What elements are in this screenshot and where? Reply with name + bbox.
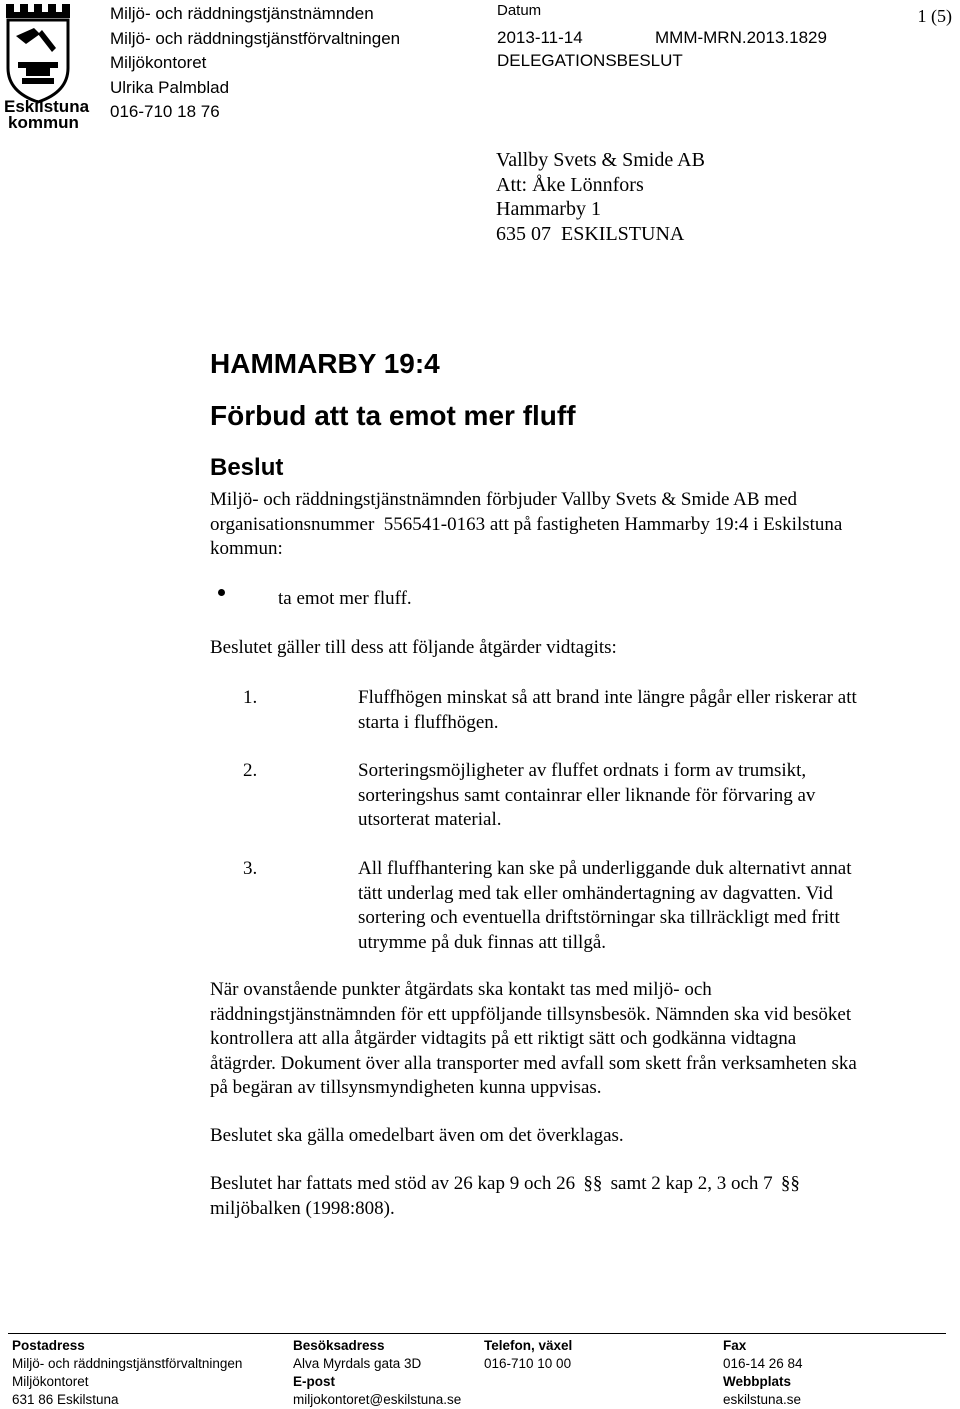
text-line: utsorterat material. <box>358 809 502 830</box>
footer-value: Miljö- och räddningstjänstförvaltningen <box>12 1356 243 1371</box>
measure-text <box>358 857 918 955</box>
text-line: på begäran av tillsynsmyndigheten kunna uppvisas. <box>210 1077 602 1098</box>
recipient-line: Vallby Svets & Smide AB <box>496 149 705 171</box>
sender-line: Ulrika Palmblad <box>110 77 230 97</box>
recipient-line: Hammarby 1 <box>496 198 601 220</box>
legal-text: Beslutet har fattats med stöd av 26 kap 9 och 26 <box>210 1173 576 1194</box>
footer-value: 016-14 26 84 <box>723 1356 803 1371</box>
intro-paragraph <box>210 488 910 562</box>
footer-label: Besöksadress <box>293 1338 385 1353</box>
footer-label: Postadress <box>12 1338 85 1353</box>
sender-line: Miljökontoret <box>110 53 207 73</box>
legal-text: samt 2 kap 2, 3 och 7 <box>610 1173 773 1194</box>
footer-visit <box>293 1337 461 1409</box>
datum-label: Datum <box>497 2 542 19</box>
logo-text-kommun: kommun <box>8 113 79 132</box>
validity-line: Beslutet gäller till dess att följande åtgärder vidtagits: <box>210 637 617 658</box>
footer-value: 631 86 Eskilstuna <box>12 1392 119 1407</box>
text-line: All fluffhantering kan ske på underliggande duk alternativt annat <box>358 858 852 879</box>
footer-label: E-post <box>293 1374 335 1389</box>
footer-email[interactable]: miljokontoret@eskilstuna.se <box>293 1392 462 1407</box>
followup-paragraph <box>210 978 950 1101</box>
footer-label: Telefon, växel <box>484 1338 573 1353</box>
footer-divider <box>8 1333 946 1334</box>
footer-value: Miljökontoret <box>12 1374 89 1389</box>
recipient-line: Att: Åke Lönnfors <box>496 173 644 196</box>
text-line: sorteringshus samt containrar eller liknande för förvaring av <box>358 784 816 806</box>
sender-line: Miljö- och räddningstjänstförvaltningen <box>110 28 401 48</box>
text-line: sortering och eventuella driftstörningar ska tillräckligt med fritt <box>358 907 840 928</box>
text-line: åtägrder. Dokument över alla transporter med avfall som skett från verksamheten ska <box>210 1052 857 1074</box>
recipient-line: 635 07 ESKILSTUNA <box>496 222 685 245</box>
footer-label: Fax <box>723 1338 747 1353</box>
text-line: kommun: <box>210 538 283 559</box>
footer-fax-web <box>723 1337 803 1409</box>
measure-number: 2. <box>243 760 258 781</box>
text-line: organisationsnummer 556541-0163 att på fastigheten Hammarby 19:4 i Eskilstuna <box>210 513 843 535</box>
section-symbol: §§ <box>583 1173 603 1194</box>
document-type: DELEGATIONSBESLUT <box>497 51 683 70</box>
section-symbol: §§ <box>780 1173 800 1194</box>
text-line: starta i fluffhögen. <box>358 711 499 733</box>
measure-number: 1. <box>243 687 258 708</box>
footer-website[interactable]: eskilstuna.se <box>723 1392 802 1407</box>
bullet-item: ta emot mer fluff. <box>278 588 412 609</box>
document-title: HAMMARBY 19:4 <box>210 348 440 379</box>
eskilstuna-logo <box>4 4 90 132</box>
footer-phone <box>484 1337 572 1373</box>
bullet-icon <box>218 589 225 596</box>
measure-text <box>358 686 918 735</box>
footer-value: 016-710 10 00 <box>484 1356 572 1371</box>
footer-label: Webbplats <box>723 1374 792 1389</box>
immediate-effect-paragraph: Beslutet ska gälla omedelbart även om det överklagas. <box>210 1125 624 1146</box>
sender-block <box>110 2 400 125</box>
text-line: Fluffhögen minskat så att brand inte längre pågår eller riskerar att <box>358 687 857 708</box>
text-line: Miljö- och räddningstjänstnämnden förbjuder Vallby Svets & Smide AB med <box>210 489 798 510</box>
reference-number: MMM-MRN.2013.1829 <box>655 28 827 47</box>
section-heading: Beslut <box>210 454 284 481</box>
page-number: 1 (5) <box>917 6 952 26</box>
footer-postal <box>12 1337 242 1409</box>
document-subtitle: Förbud att ta emot mer fluff <box>210 400 576 431</box>
text-line: När ovanstående punkter åtgärdats ska kontakt tas med miljö- och <box>210 979 712 1000</box>
sender-line: 016-710 18 76 <box>110 102 220 122</box>
footer-value: Alva Myrdals gata 3D <box>293 1356 422 1371</box>
text-line: tätt underlag med tak eller omhändertagning av dagvatten. Vid <box>358 882 833 904</box>
measure-text <box>358 759 918 833</box>
measure-number: 3. <box>243 858 258 879</box>
logo-text-eskilstuna: Eskilstuna <box>4 97 90 116</box>
text-line: miljöbalken (1998:808). <box>210 1197 395 1219</box>
document-date: 2013-11-14 <box>497 28 583 47</box>
recipient-address <box>496 148 705 246</box>
text-line <box>210 1172 910 1197</box>
text-line: Sorteringsmöjligheter av fluffet ordnats i form av trumsikt, <box>358 760 807 781</box>
sender-line: Miljö- och räddningstjänstnämnden <box>110 4 374 23</box>
text-line: utrymme på duk finnas att tillgå. <box>358 931 607 953</box>
legal-basis-paragraph <box>210 1172 910 1221</box>
text-line: räddningstjänstnämnden för ett uppföljande tillsynsbesök. Nämnden ska vid besöket <box>210 1003 852 1025</box>
text-line: kontrollera att alla åtgärder vidtagits på ett riktigt sätt och godkänna vidtagna <box>210 1028 797 1049</box>
